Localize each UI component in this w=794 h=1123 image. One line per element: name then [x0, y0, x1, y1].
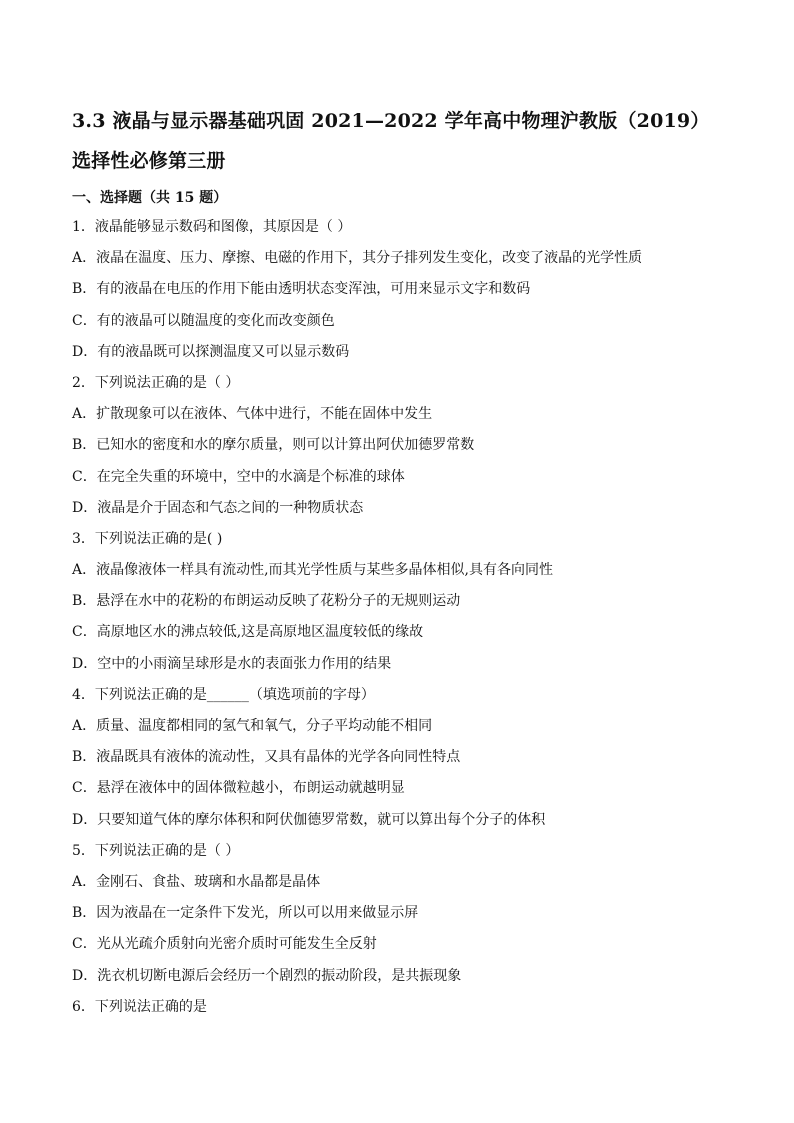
- question-1-option-b: B．有的液晶在电压的作用下能由透明状态变浑浊，可用来显示文字和数码: [72, 281, 531, 298]
- document-title-line-1: 3.3 液晶与显示器基础巩固 2021—2022 学年高中物理沪教版（2019）: [72, 110, 710, 132]
- question-4-option-d: D．只要知道气体的摩尔体积和阿伏伽德罗常数，就可以算出每个分子的体积: [72, 811, 546, 828]
- question-2-option-d: D．液晶是介于固态和气态之间的一种物质状态: [72, 499, 364, 516]
- document-title-line-2: 选择性必修第三册: [72, 150, 226, 172]
- question-2-option-c: C．在完全失重的环境中，空中的水滴是个标准的球体: [72, 468, 405, 485]
- question-1-option-d: D．有的液晶既可以探测温度又可以显示数码: [72, 343, 350, 360]
- question-2-stem: 2．下列说法正确的是（ ）: [72, 374, 240, 391]
- question-5-option-a: A．金刚石、食盐、玻璃和水晶都是晶体: [72, 873, 321, 890]
- question-2-option-a: A．扩散现象可以在液体、气体中进行，不能在固体中发生: [72, 406, 433, 423]
- question-list: [72, 217, 722, 1028]
- question-6-stem: 6．下列说法正确的是: [72, 998, 207, 1015]
- question-3-option-c: C．高原地区水的沸点较低,这是高原地区温度较低的缘故: [72, 624, 424, 641]
- question-4-option-a: A．质量、温度都相同的氢气和氧气，分子平均动能不相同: [72, 718, 433, 734]
- question-4-stem: 4．下列说法正确的是______（填选项前的字母）: [72, 686, 375, 703]
- question-5-option-b: B．因为液晶在一定条件下发光，所以可以用来做显示屏: [72, 905, 419, 922]
- question-3-stem: 3．下列说法正确的是( ): [72, 530, 223, 547]
- question-4-option-c: C．悬浮在液体中的固体微粒越小，布朗运动就越明显: [72, 780, 405, 797]
- question-3-option-d: D．空中的小雨滴呈球形是水的表面张力作用的结果: [72, 655, 392, 672]
- question-4-option-b: B．液晶既具有液体的流动性，又具有晶体的光学各向同性特点: [72, 749, 461, 766]
- question-2-option-b: B．已知水的密度和水的摩尔质量，则可以计算出阿伏加德罗常数: [72, 437, 475, 454]
- question-1-option-c: C．有的液晶可以随温度的变化而改变颜色: [72, 312, 335, 329]
- question-3-option-a: A．液晶像液体一样具有流动性,而其光学性质与某些多晶体相似,具有各向同性: [72, 562, 554, 579]
- question-1-option-a: A．液晶在温度、压力、摩擦、电磁的作用下，其分子排列发生变化，改变了液晶的光学性质: [72, 250, 643, 267]
- question-5-option-d: D．洗衣机切断电源后会经历一个剧烈的振动阶段，是共振现象: [72, 967, 462, 984]
- question-5-option-c: C．光从光疏介质射向光密介质时可能发生全反射: [72, 936, 377, 953]
- question-1-stem: 1．液晶能够显示数码和图像，其原因是（ ）: [72, 219, 352, 235]
- question-5-stem: 5．下列说法正确的是（ ）: [72, 842, 240, 859]
- question-3-option-b: B．悬浮在水中的花粉的布朗运动反映了花粉分子的无规则运动: [72, 593, 461, 610]
- section-heading: 一、选择题（共 15 题）: [72, 190, 228, 206]
